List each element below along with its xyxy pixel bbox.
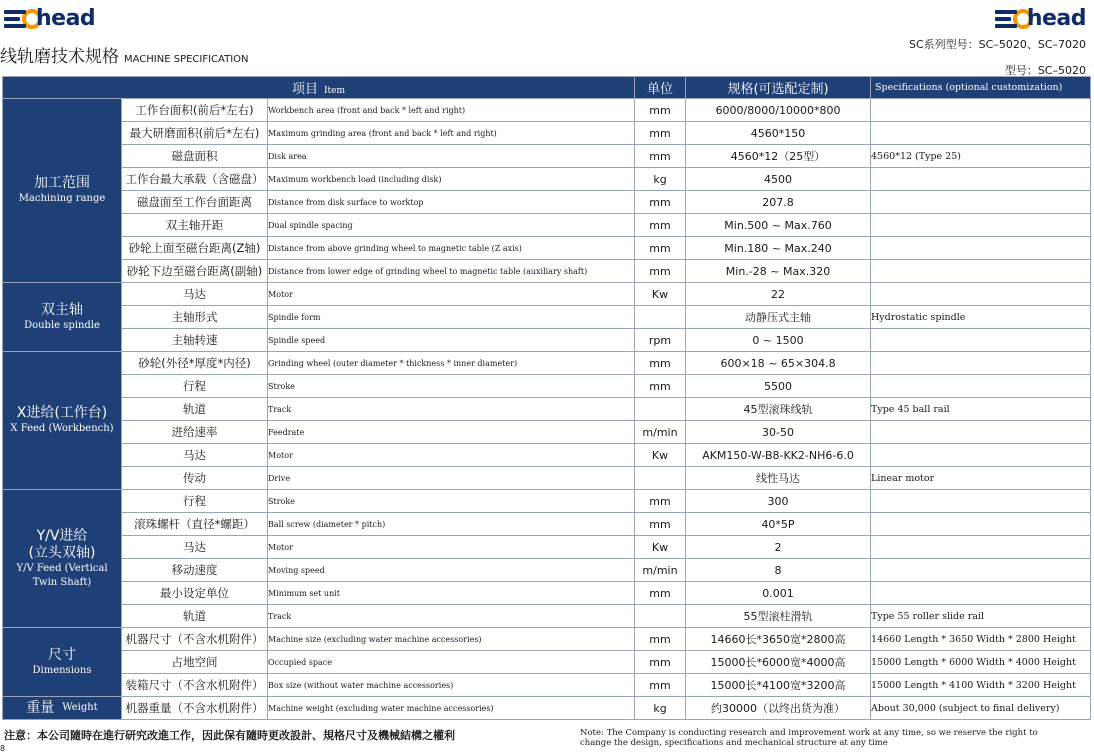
- optional-spec: [871, 191, 1091, 214]
- item-name-en: Motor: [268, 536, 635, 559]
- unit-cell: mm: [635, 99, 686, 122]
- table-row: [3, 283, 1091, 306]
- item-name-zh: 磁盘面至工作台面距离: [122, 191, 268, 214]
- item-name-en: Machine size (excluding water machine accessories): [268, 628, 635, 651]
- item-name-zh: 砂轮下边至磁台距离(副轴): [122, 260, 268, 283]
- item-name-en: Ball screw (diameter * pitch): [268, 513, 635, 536]
- brand-logo-right: [995, 6, 1086, 31]
- table-row: [3, 145, 1091, 168]
- table-row: [3, 582, 1091, 605]
- item-name-zh: 进给速率: [122, 421, 268, 444]
- optional-spec: [871, 214, 1091, 237]
- item-name-en: Maximum workbench load (including disk): [268, 168, 635, 191]
- item-name-zh: 磁盘面积: [122, 145, 268, 168]
- spec-value: 30-50: [686, 421, 871, 444]
- spec-value: 4560*150: [686, 122, 871, 145]
- item-name-zh: 轨道: [122, 398, 268, 421]
- category-cell: [3, 99, 122, 283]
- unit-cell: kg: [635, 168, 686, 191]
- item-name-zh: 砂轮上面至磁台距离(Z轴): [122, 237, 268, 260]
- item-name-zh: 马达: [122, 444, 268, 467]
- spec-value: 22: [686, 283, 871, 306]
- item-name-zh: 行程: [122, 490, 268, 513]
- spec-value: 40*5P: [686, 513, 871, 536]
- optional-spec: [871, 99, 1091, 122]
- unit-cell: [635, 398, 686, 421]
- unit-cell: kg: [635, 697, 686, 720]
- header-item-en: Item: [323, 86, 346, 96]
- item-name-zh: 机器重量（不含水机附件）: [122, 697, 268, 720]
- optional-spec: [871, 329, 1091, 352]
- item-name-en: Distance from disk surface to worktop: [268, 191, 635, 214]
- table-row: [3, 352, 1091, 375]
- unit-cell: mm: [635, 582, 686, 605]
- table-row: [3, 329, 1091, 352]
- note-zh: 注意：本公司隨時在進行研究改進工作，因此保有隨時更改設計、規格尺寸及機械結構之權利: [4, 729, 455, 742]
- optional-spec: [871, 168, 1091, 191]
- table-row: [3, 697, 1091, 720]
- table-row: [3, 214, 1091, 237]
- optional-spec: About 30,000 (subject to final delivery): [871, 697, 1091, 720]
- table-row: [3, 467, 1091, 490]
- table-row: [3, 421, 1091, 444]
- unit-cell: [635, 306, 686, 329]
- item-name-en: Spindle form: [268, 306, 635, 329]
- spec-value: 600×18 ~ 65×304.8: [686, 352, 871, 375]
- item-name-zh: 移动速度: [122, 559, 268, 582]
- category-name-zh: 尺寸: [48, 646, 76, 663]
- logo-mark-icon: [4, 8, 30, 30]
- item-name-en: Moving speed: [268, 559, 635, 582]
- unit-cell: mm: [635, 352, 686, 375]
- spec-value: 0 ~ 1500: [686, 329, 871, 352]
- spec-value: 5500: [686, 375, 871, 398]
- unit-cell: mm: [635, 214, 686, 237]
- table-row: [3, 237, 1091, 260]
- optional-spec: [871, 237, 1091, 260]
- optional-spec: [871, 421, 1091, 444]
- spec-value: 14660长*3650宽*2800高: [686, 628, 871, 651]
- item-name-en: Grinding wheel (outer diameter * thickness * inner diameter): [268, 352, 635, 375]
- spec-value: 55型滚柱滑轨: [686, 605, 871, 628]
- category-name-en: Double spindle: [24, 319, 100, 331]
- category-name-en: Y/V Feed (Vertical Twin Shaft): [16, 562, 108, 588]
- unit-cell: [635, 467, 686, 490]
- unit-cell: mm: [635, 628, 686, 651]
- optional-spec: Hydrostatic spindle: [871, 306, 1091, 329]
- item-name-en: Workbench area (front and back * left and right): [268, 99, 635, 122]
- unit-cell: mm: [635, 122, 686, 145]
- item-name-en: Stroke: [268, 490, 635, 513]
- item-name-en: Drive: [268, 467, 635, 490]
- table-row: [3, 605, 1091, 628]
- spec-value: 300: [686, 490, 871, 513]
- table-row: [3, 306, 1091, 329]
- category-cell: [3, 490, 122, 628]
- item-name-en: Machine weight (excluding water machine accessories): [268, 697, 635, 720]
- spec-value: 15000长*4100宽*3200高: [686, 674, 871, 697]
- unit-cell: mm: [635, 191, 686, 214]
- unit-cell: [635, 605, 686, 628]
- series-models: SC系列型号：SC–5020、SC–7020: [909, 38, 1086, 51]
- brand-name: head: [36, 6, 96, 31]
- unit-cell: mm: [635, 651, 686, 674]
- optional-spec: Linear motor: [871, 467, 1091, 490]
- spec-value: 2: [686, 536, 871, 559]
- item-name-zh: 主轴转速: [122, 329, 268, 352]
- item-name-zh: 砂轮(外径*厚度*内径): [122, 352, 268, 375]
- table-row: [3, 99, 1091, 122]
- optional-spec: [871, 513, 1091, 536]
- optional-spec: 4560*12 (Type 25): [871, 145, 1091, 168]
- brand-logo: [4, 6, 95, 31]
- unit-cell: m/min: [635, 421, 686, 444]
- item-name-zh: 最大研磨面积(前后*左右): [122, 122, 268, 145]
- spec-value: AKM150-W-B8-KK2-NH6-6.0: [686, 444, 871, 467]
- spec-value: 207.8: [686, 191, 871, 214]
- item-name-en: Dual spindle spacing: [268, 214, 635, 237]
- table-row: [3, 122, 1091, 145]
- logo-mark-icon: [995, 8, 1021, 30]
- item-name-zh: 最小设定单位: [122, 582, 268, 605]
- item-name-en: Motor: [268, 444, 635, 467]
- note-en: Note: The Company is conducting research and improvement work at any time, so we reserve the right to change the design, specifications and mechanical structure at any time: [580, 728, 1038, 748]
- item-name-en: Minimum set unit: [268, 582, 635, 605]
- item-name-en: Distance from lower edge of grinding wheel to magnetic table (auxiliary shaft): [268, 260, 635, 283]
- optional-spec: [871, 559, 1091, 582]
- table-header: [3, 77, 1091, 99]
- table-row: [3, 559, 1091, 582]
- category-cell: [3, 628, 122, 697]
- category-name-en: Dimensions: [32, 664, 92, 676]
- item-name-zh: 工作台面积(前后*左右): [122, 99, 268, 122]
- category-name-zh: 重量: [26, 699, 55, 716]
- optional-spec: [871, 536, 1091, 559]
- category-name-en: Machining range: [18, 193, 106, 204]
- spec-body: [3, 99, 1091, 720]
- item-name-zh: 占地空间: [122, 651, 268, 674]
- optional-spec: [871, 375, 1091, 398]
- optional-spec: [871, 352, 1091, 375]
- header-spec: 规格(可选配定制): [686, 77, 871, 99]
- table-row: [3, 536, 1091, 559]
- item-name-zh: 滚珠螺杆（直径*螺距）: [122, 513, 268, 536]
- spec-value: Min.-28 ~ Max.320: [686, 260, 871, 283]
- unit-cell: mm: [635, 490, 686, 513]
- optional-spec: [871, 260, 1091, 283]
- table-row: [3, 674, 1091, 697]
- item-name-en: Occupied space: [268, 651, 635, 674]
- item-name-en: Distance from above grinding wheel to magnetic table (Z axis): [268, 237, 635, 260]
- item-name-zh: 轨道: [122, 605, 268, 628]
- unit-cell: Kw: [635, 283, 686, 306]
- unit-cell: Kw: [635, 444, 686, 467]
- spec-value: 45型滚珠线轨: [686, 398, 871, 421]
- category-name-en: Weight: [62, 702, 98, 713]
- unit-cell: mm: [635, 260, 686, 283]
- item-name-en: Box size (without water machine accessories): [268, 674, 635, 697]
- brand-name: head: [1026, 6, 1086, 31]
- unit-cell: mm: [635, 237, 686, 260]
- spec-value: Min.180 ~ Max.240: [686, 237, 871, 260]
- page-title-en: MACHINE SPECIFICATION: [124, 54, 249, 65]
- optional-spec: 15000 Length * 6000 Width * 4000 Height: [871, 651, 1091, 674]
- category-name-zh: Y/V进给 (立头双轴): [28, 527, 96, 561]
- page-number: 8: [0, 744, 6, 753]
- optional-spec: [871, 283, 1091, 306]
- optional-spec: 15000 Length * 4100 Width * 3200 Height: [871, 674, 1091, 697]
- category-name-zh: 加工范围: [34, 175, 90, 191]
- item-name-zh: 机器尺寸（不含水机附件）: [122, 628, 268, 651]
- optional-spec: Type 45 ball rail: [871, 398, 1091, 421]
- spec-value: 4500: [686, 168, 871, 191]
- unit-cell: rpm: [635, 329, 686, 352]
- table-row: [3, 398, 1091, 421]
- item-name-en: Track: [268, 398, 635, 421]
- item-name-en: Track: [268, 605, 635, 628]
- category-name-zh: X进给(工作台): [16, 405, 108, 421]
- spec-value: Min.500 ~ Max.760: [686, 214, 871, 237]
- item-name-en: Motor: [268, 283, 635, 306]
- unit-cell: mm: [635, 375, 686, 398]
- unit-cell: Kw: [635, 536, 686, 559]
- item-name-en: Spindle speed: [268, 329, 635, 352]
- spec-value: 约30000（以终出货为准）: [686, 697, 871, 720]
- spec-value: 0.001: [686, 582, 871, 605]
- spec-value: 8: [686, 559, 871, 582]
- table-row: [3, 513, 1091, 536]
- unit-cell: m/min: [635, 559, 686, 582]
- spec-value: 线性马达: [686, 467, 871, 490]
- unit-cell: mm: [635, 145, 686, 168]
- table-row: [3, 375, 1091, 398]
- unit-cell: mm: [635, 513, 686, 536]
- header-item-zh: 项目: [291, 82, 318, 97]
- model-number: 型号：SC–5020: [1004, 64, 1086, 77]
- spec-value: 动静压式主轴: [686, 306, 871, 329]
- item-name-zh: 主轴形式: [122, 306, 268, 329]
- spec-table: [2, 76, 1091, 720]
- category-cell: [3, 352, 122, 490]
- header-item: [3, 77, 635, 99]
- item-name-zh: 传动: [122, 467, 268, 490]
- table-row: [3, 260, 1091, 283]
- table-row: [3, 168, 1091, 191]
- header-unit: 单位: [635, 77, 686, 99]
- optional-spec: 14660 Length * 3650 Width * 2800 Height: [871, 628, 1091, 651]
- item-name-en: Maximum grinding area (front and back * left and right): [268, 122, 635, 145]
- category-cell: [3, 697, 122, 720]
- category-name-zh: 双主轴: [41, 301, 83, 318]
- table-row: [3, 651, 1091, 674]
- page-title: [0, 42, 249, 67]
- item-name-zh: 行程: [122, 375, 268, 398]
- optional-spec: [871, 444, 1091, 467]
- item-name-en: Stroke: [268, 375, 635, 398]
- item-name-zh: 装箱尺寸（不含水机附件）: [122, 674, 268, 697]
- category-name-en: X Feed (Workbench): [10, 423, 114, 434]
- item-name-zh: 马达: [122, 536, 268, 559]
- page-title-zh: 线轨磨技术规格: [0, 47, 119, 67]
- item-name-zh: 双主轴开距: [122, 214, 268, 237]
- unit-cell: mm: [635, 674, 686, 697]
- table-row: [3, 191, 1091, 214]
- spec-value: 6000/8000/10000*800: [686, 99, 871, 122]
- item-name-zh: 马达: [122, 283, 268, 306]
- optional-spec: [871, 490, 1091, 513]
- item-name-en: Feedrate: [268, 421, 635, 444]
- item-name-zh: 工作台最大承载（含磁盘）: [122, 168, 268, 191]
- item-name-en: Disk area: [268, 145, 635, 168]
- table-row: [3, 628, 1091, 651]
- header-optional: Specifications (optional customization): [871, 77, 1091, 99]
- spec-value: 15000长*6000宽*4000高: [686, 651, 871, 674]
- optional-spec: Type 55 roller slide rail: [871, 605, 1091, 628]
- table-row: [3, 490, 1091, 513]
- optional-spec: [871, 582, 1091, 605]
- table-row: [3, 444, 1091, 467]
- optional-spec: [871, 122, 1091, 145]
- spec-value: 4560*12（25型）: [686, 145, 871, 168]
- category-cell: [3, 283, 122, 352]
